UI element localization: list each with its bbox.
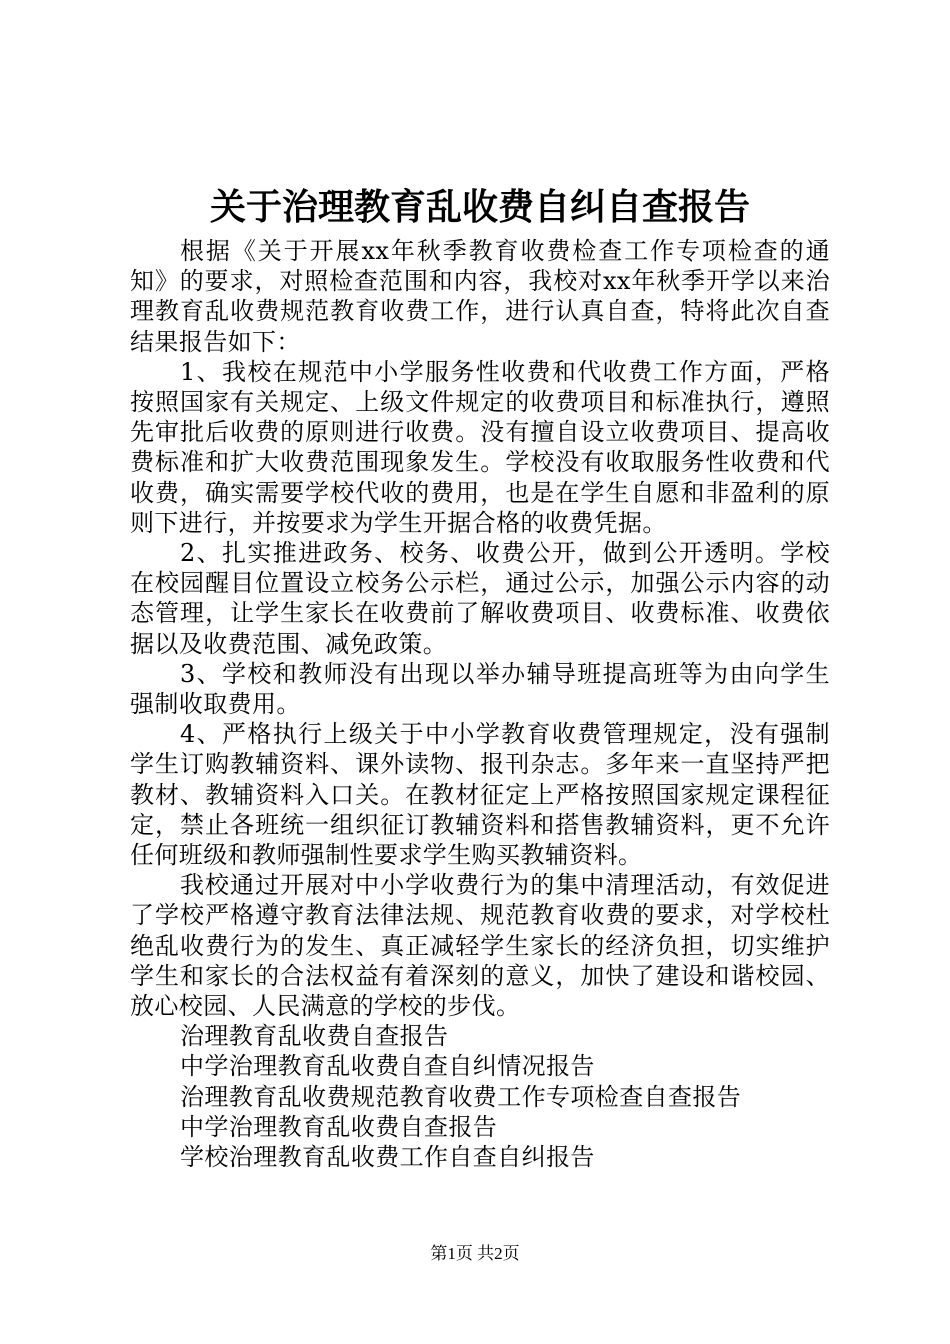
paragraph-conclusion: 我校通过开展对中小学收费行为的集中清理活动，有效促进了学校严格遵守教育法律法规、规范教育收费的要求，对学校杜绝乱收费行为的发生、真正减轻学生家长的经济负担，切实维护学生和家长的合法权益有着深刻的意义，加快了建设和谐校园、放心校园、人民满意的学校的步伐。 xyxy=(130,871,830,1021)
related-title: 中学治理教育乱收费自查自纠情况报告 xyxy=(180,1052,595,1081)
document-title: 关于治理教育乱收费自纠自查报告 xyxy=(209,187,750,228)
paragraph-item-4: 4、严格执行上级关于中小学教育收费管理规定，没有强制学生订购教辅资料、课外读物、报刊杂志。多年来一直坚持严把教材、教辅资料入口关。在教材征定上严格按照国家规定课程征定，禁止各班统一组织征订教辅资料和搭售教辅资料，更不允许任何班级和教师强制性要求学生购买教辅资料。 xyxy=(130,720,830,870)
paragraph-intro: 根据《关于开展xx年秋季教育收费检查工作专项检查的通知》的要求，对照检查范围和内容，我校对xx年秋季开学以来治理教育乱收费规范教育收费工作，进行认真自查，特将此次自查结果报告如下： xyxy=(130,237,830,356)
related-titles-list xyxy=(130,1021,830,1172)
related-title: 中学治理教育乱收费自查报告 xyxy=(180,1112,498,1141)
document-body xyxy=(130,236,830,1021)
related-title: 治理教育乱收费规范教育收费工作专项检查自查报告 xyxy=(180,1082,742,1111)
page-number-footer: 第1页 共2页 xyxy=(430,1244,520,1263)
related-title: 学校治理教育乱收费工作自查自纠报告 xyxy=(180,1143,595,1172)
paragraph-item-3: 3、学校和教师没有出现以举办辅导班提高班等为由向学生强制收取费用。 xyxy=(130,659,830,719)
paragraph-item-1: 1、我校在规范中小学服务性收费和代收费工作方面，严格按照国家有关规定、上级文件规定的收费项目和标准执行，遵照先审批后收费的原则进行收费。没有擅自设立收费项目、提高收费标准和扩大收费范围现象发生。学校没有收取服务性收费和代收费，确实需要学校代收的费用，也是在学生自愿和非盈利的原则下进行，并按要求为学生开据合格的收费凭据。 xyxy=(130,357,830,537)
related-title: 治理教育乱收费自查报告 xyxy=(180,1022,449,1051)
document-page xyxy=(130,180,830,1172)
paragraph-item-2: 2、扎实推进政务、校务、收费公开，做到公开透明。学校在校园醒目位置设立校务公示栏，通过公示，加强公示内容的动态管理，让学生家长在收费前了解收费项目、收费标准、收费依据以及收费范围、减免政策。 xyxy=(130,539,830,658)
